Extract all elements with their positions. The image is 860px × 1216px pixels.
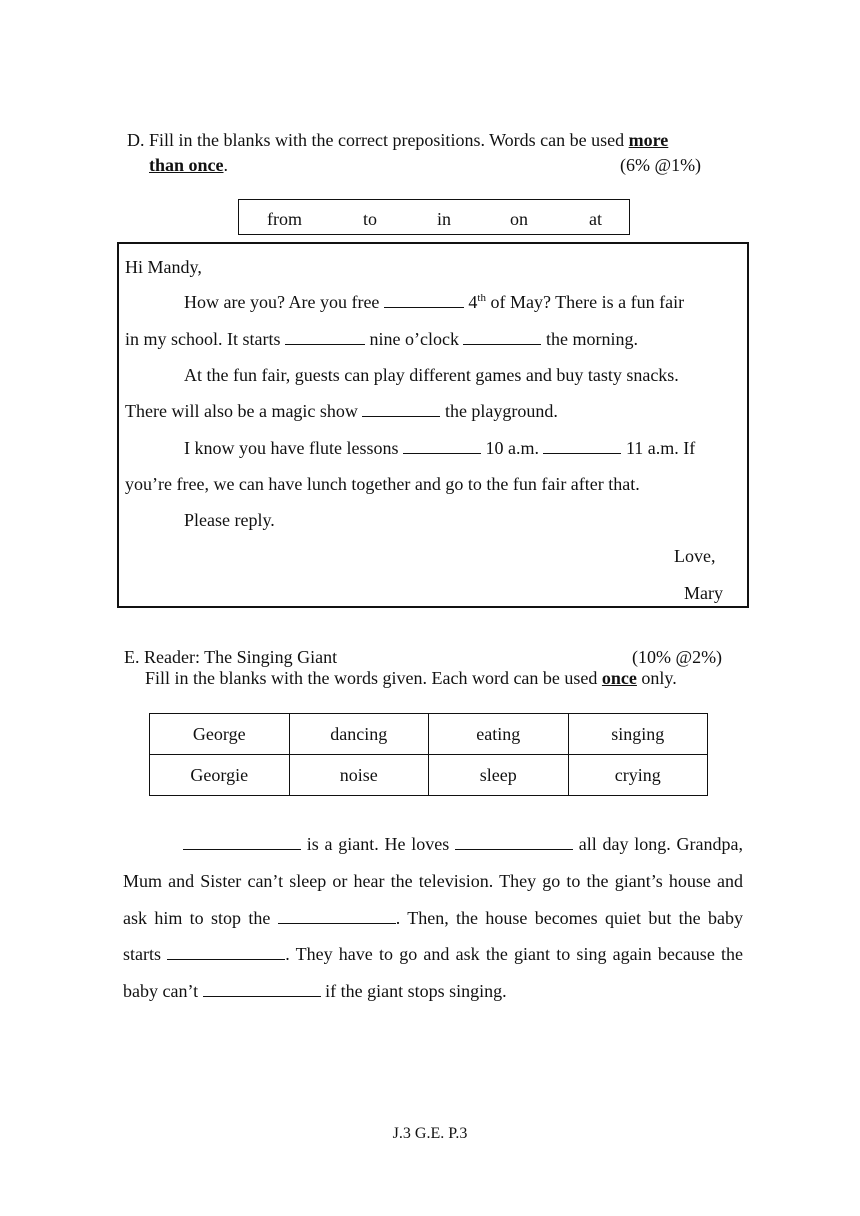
word-bank-item: from	[267, 209, 302, 229]
answer-blank[interactable]	[183, 837, 301, 850]
table-cell: sleep	[429, 755, 569, 796]
table-row	[150, 755, 708, 796]
instruction-text: only.	[636, 668, 677, 688]
answer-blank[interactable]	[543, 439, 621, 454]
answer-blank[interactable]	[167, 947, 285, 960]
answer-blank[interactable]	[278, 911, 396, 924]
letter-signature: Mary	[684, 583, 723, 603]
answer-blank[interactable]	[384, 293, 464, 308]
page-footer: J.3 G.E. P.3	[392, 1125, 468, 1142]
word-bank-item: on	[510, 209, 528, 229]
answer-blank[interactable]	[203, 984, 321, 997]
letter-text: 11 a.m. If	[625, 438, 696, 458]
instruction-text: D. Fill in the blanks with the correct prepositions. Words can be used	[127, 130, 629, 150]
letter-line-5	[184, 438, 695, 459]
answer-blank[interactable]	[463, 330, 541, 345]
letter-text: There will also be a magic show	[125, 401, 358, 421]
section-d-marks: (6% @1%)	[620, 155, 702, 175]
answer-blank[interactable]	[403, 439, 481, 454]
paragraph-text: is a giant. He loves	[306, 834, 450, 854]
instruction-emphasis-once: once	[601, 668, 637, 688]
instruction-emphasis-than-once: than once	[149, 155, 224, 175]
letter-text: 4	[468, 292, 478, 312]
answer-blank[interactable]	[285, 330, 365, 345]
instruction-text: Fill in the blanks with the words given. Each word can be used	[145, 668, 602, 688]
letter-line-3: At the fun fair, guests can play different games and buy tasty snacks.	[184, 365, 679, 385]
letter-text: in my school. It starts	[125, 329, 281, 349]
letter-line-6: you’re free, we can have lunch together and go to the fun fair after that.	[125, 474, 640, 494]
letter-text: I know you have flute lessons	[184, 438, 399, 458]
letter-line-2	[125, 329, 638, 350]
word-bank-item: at	[589, 209, 602, 229]
section-e-title: E. Reader: The Singing Giant	[124, 647, 338, 667]
letter-text: nine o’clock	[369, 329, 459, 349]
letter-greeting: Hi Mandy,	[125, 257, 202, 277]
letter-text: of May? There is a fun fair	[490, 292, 685, 312]
word-bank-table	[149, 713, 708, 796]
paragraph-text: . Then, the house becomes quiet but the baby starts	[123, 907, 744, 965]
table-cell: Georgie	[150, 755, 290, 796]
reader-paragraph	[123, 826, 743, 1010]
answer-blank[interactable]	[455, 837, 573, 850]
section-e-marks: (10% @2%)	[632, 647, 723, 667]
section-e-instruction	[145, 668, 677, 689]
letter-line-1	[184, 292, 684, 313]
table-cell: singing	[568, 714, 708, 755]
letter-text: the morning.	[545, 329, 638, 349]
table-cell: George	[150, 714, 290, 755]
letter-text: How are you? Are you free	[184, 292, 380, 312]
instruction-period: .	[223, 155, 229, 175]
section-d-instruction-line2	[149, 155, 228, 176]
section-d-instruction	[127, 130, 668, 151]
instruction-emphasis-more: more	[628, 130, 669, 150]
table-row	[150, 714, 708, 755]
answer-blank[interactable]	[362, 402, 440, 417]
letter-text: the playground.	[444, 401, 558, 421]
table-cell: crying	[568, 755, 708, 796]
table-cell: noise	[289, 755, 429, 796]
paragraph-text: . They have to go and ask the giant to sing again because the baby can’t	[123, 944, 744, 1002]
word-bank-item: to	[363, 209, 378, 229]
table-cell: eating	[429, 714, 569, 755]
paragraph-text: all day long. Grandpa, Mum and Sister can’t sleep or hear the television. They go to the giant’s house and ask him to stop the	[123, 834, 744, 928]
letter-closing: Love,	[674, 546, 716, 566]
letter-text: 10 a.m.	[485, 438, 539, 458]
letter-line-7: Please reply.	[184, 510, 275, 530]
table-cell: dancing	[289, 714, 429, 755]
word-bank-box	[238, 199, 630, 235]
superscript: th	[477, 292, 486, 304]
letter-line-4	[125, 401, 558, 422]
word-bank-item: in	[437, 209, 452, 229]
paragraph-text: if the giant stops singing.	[325, 981, 507, 1002]
